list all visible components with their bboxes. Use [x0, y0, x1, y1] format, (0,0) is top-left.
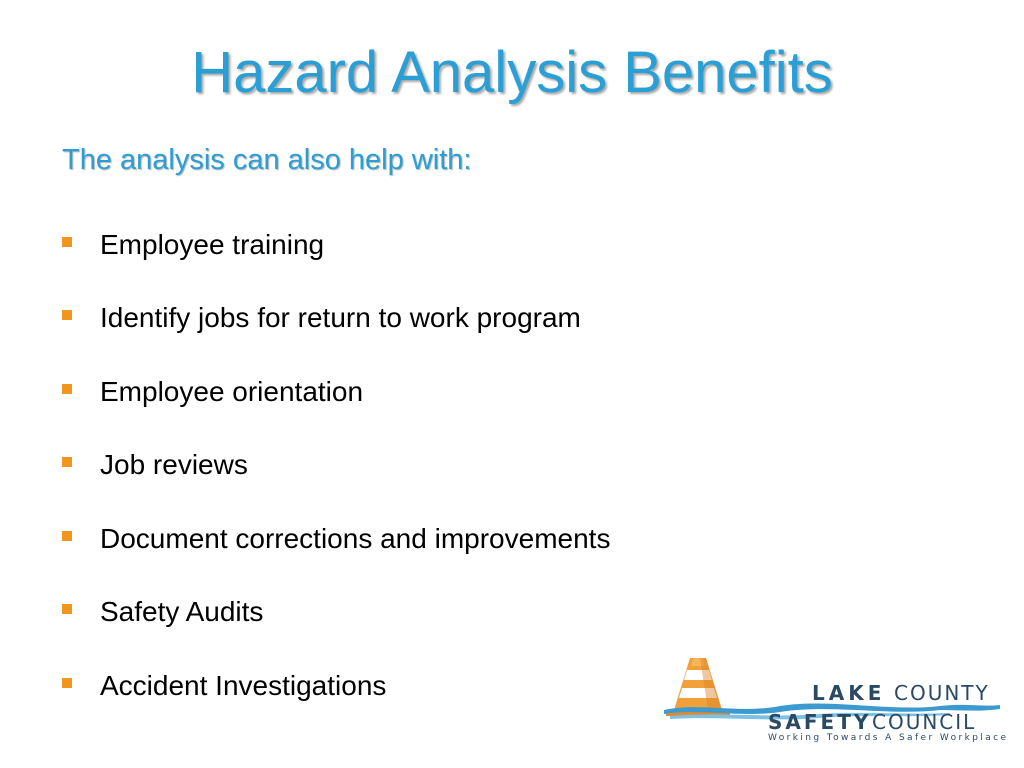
- square-bullet-icon: [62, 310, 72, 320]
- square-bullet-icon: [62, 678, 72, 688]
- list-item: [62, 226, 610, 263]
- list-item-text: Document corrections and improvements: [100, 522, 611, 554]
- square-bullet-icon: [62, 237, 72, 247]
- list-item-text: Employee training: [100, 228, 325, 260]
- list-item: [62, 373, 610, 410]
- square-bullet-icon: [62, 531, 72, 541]
- list-item: [62, 520, 610, 557]
- logo-safety-text: SAFETY: [768, 710, 872, 734]
- square-bullet-icon: [62, 604, 72, 614]
- list-item-text: Employee orientation: [100, 375, 364, 407]
- list-item: [62, 447, 610, 484]
- logo-council-text: COUNCIL: [872, 710, 977, 734]
- list-item-text: Identify jobs for return to work program: [100, 302, 581, 333]
- list-item-text: Job reviews: [100, 449, 248, 480]
- list-item: [62, 594, 610, 631]
- square-bullet-icon: [62, 384, 72, 394]
- list-item-text: Safety Audits: [100, 596, 264, 627]
- list-item-text: Accident Investigations: [100, 669, 387, 701]
- logo-lake-text: LAKE: [812, 681, 886, 705]
- bullet-list: [62, 226, 610, 741]
- square-bullet-icon: [62, 457, 72, 467]
- slide-title: Hazard Analysis Benefits: [191, 40, 833, 105]
- lake-county-safety-council-logo: [660, 652, 1009, 748]
- logo-county-text: COUNTY: [894, 681, 990, 705]
- list-item: [62, 300, 610, 337]
- logo-tagline: Working Towards A Safer Workplace: [768, 733, 1009, 743]
- slide-subtitle: The analysis can also help with:: [62, 144, 472, 176]
- list-item: [62, 667, 610, 704]
